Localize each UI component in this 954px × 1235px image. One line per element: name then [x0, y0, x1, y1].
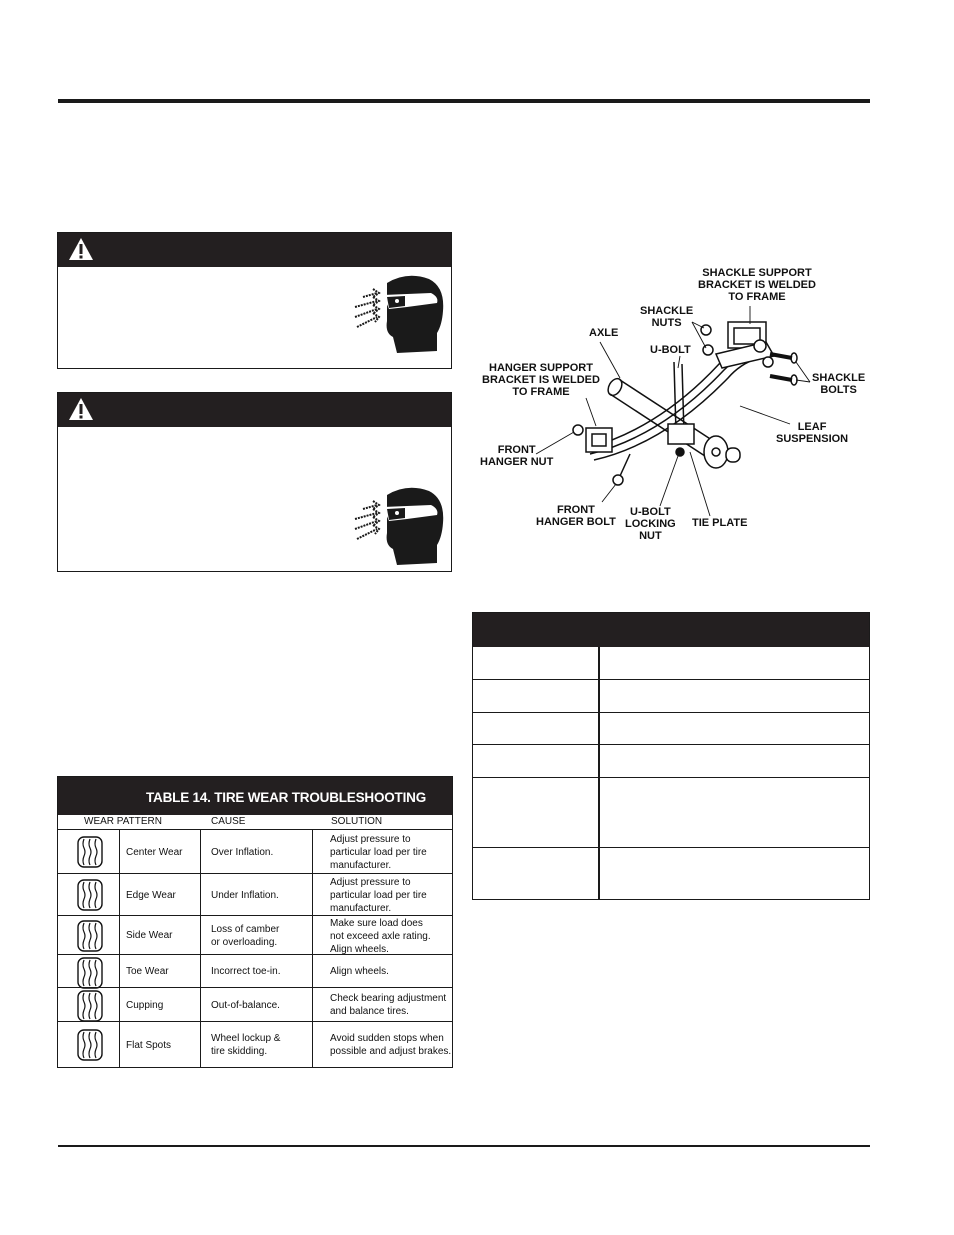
cause-text: Wheel lockup & tire skidding.: [211, 1033, 281, 1057]
header-solution: SOLUTION: [331, 816, 383, 827]
cause-text: Loss of camber or overloading.: [211, 923, 280, 948]
wear-pattern-label: Cupping: [126, 999, 164, 1011]
solution-text: Adjust pressure to particular load per tire manufacturer.: [330, 833, 427, 871]
column-divider: [598, 647, 600, 899]
label-axle: AXLE: [589, 327, 619, 339]
label-shackle-bolts: SHACKLE BOLTS: [812, 372, 866, 396]
warning-box-2: [57, 392, 452, 572]
table-row: [58, 873, 452, 916]
table-row: [473, 777, 869, 778]
tire-tread-icon: [76, 1029, 104, 1061]
spec-table-header: [473, 613, 869, 647]
cause-text: Incorrect toe-in.: [211, 966, 281, 977]
tire-tread-icon: [76, 920, 104, 952]
label-shackle-support: SHACKLE SUPPORT BRACKET IS WELDED TO FRAME: [698, 267, 816, 303]
solution-text: Adjust pressure to particular load per tire manufacturer.: [330, 876, 427, 914]
safety-goggles-icon: [347, 273, 447, 355]
table-row: [473, 847, 869, 848]
table-row: [58, 829, 452, 874]
table-row: [473, 679, 869, 680]
top-rule: [58, 99, 870, 103]
wear-pattern-label: Flat Spots: [126, 1039, 172, 1051]
solution-text: Avoid sudden stops when possible and adjust brakes.: [330, 1033, 452, 1057]
tire-tread-icon: [76, 879, 104, 911]
warning-triangle-icon: [68, 397, 94, 421]
spec-table: [472, 612, 870, 900]
warning-header: [58, 233, 451, 267]
tire-tread-icon: [76, 957, 104, 989]
wear-pattern-label: Side Wear: [126, 930, 173, 941]
table-row: [58, 987, 452, 1022]
tire-tread-icon: [76, 836, 104, 868]
table-row: [58, 1021, 452, 1068]
header-cause: CAUSE: [211, 816, 246, 827]
header-wear-pattern: WEAR PATTERN: [84, 816, 162, 827]
table-row: [473, 744, 869, 745]
label-tie-plate: TIE PLATE: [692, 517, 748, 529]
wear-pattern-label: Center Wear: [126, 846, 183, 858]
label-leaf-suspension: LEAF SUSPENSION: [776, 421, 849, 445]
leaf-suspension-diagram: [470, 258, 880, 558]
solution-text: Check bearing adjustment and balance tires.: [330, 993, 447, 1017]
table-row: [58, 954, 452, 988]
table-row: [473, 712, 869, 713]
label-front-hanger-bolt: FRONT HANGER BOLT: [536, 504, 616, 528]
solution-text: Make sure load does not exceed axle rating. Align wheels.: [330, 918, 431, 955]
warning-header: [58, 393, 451, 427]
cause-text: Under Inflation.: [211, 889, 279, 901]
warning-triangle-icon: [68, 237, 94, 261]
wear-pattern-label: Edge Wear: [126, 889, 176, 901]
tire-tread-icon: [76, 990, 104, 1022]
cause-text: Over Inflation.: [211, 846, 274, 858]
label-u-bolt-locking-nut: U-BOLT LOCKING NUT: [625, 506, 676, 542]
warning-box-1: [57, 232, 452, 369]
label-shackle-nuts: SHACKLE NUTS: [640, 305, 694, 329]
wear-pattern-label: Toe Wear: [126, 966, 169, 977]
label-hanger-support: HANGER SUPPORT BRACKET IS WELDED TO FRAME: [482, 362, 600, 398]
cause-text: Out-of-balance.: [211, 999, 280, 1011]
label-u-bolt: U-BOLT: [650, 344, 691, 356]
solution-text: Align wheels.: [330, 966, 389, 977]
tire-table-header: [58, 815, 452, 829]
label-front-hanger-nut: FRONT HANGER NUT: [480, 444, 554, 468]
safety-goggles-icon: [347, 485, 447, 567]
table-row: [58, 915, 452, 955]
tire-table-title: TABLE 14. TIRE WEAR TROUBLESHOOTING: [58, 777, 452, 815]
tire-wear-table: [57, 776, 453, 1068]
bottom-rule: [58, 1145, 870, 1147]
